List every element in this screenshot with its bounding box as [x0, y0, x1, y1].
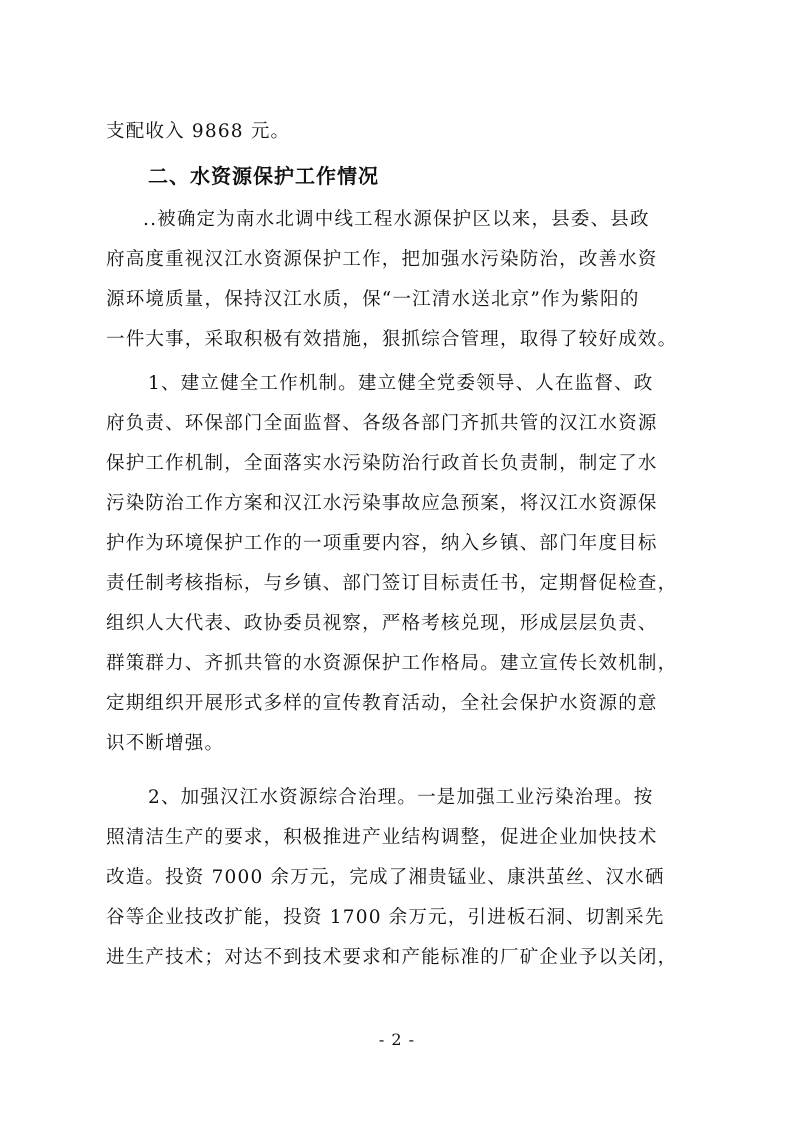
- text-line: 府高度重视汉江水资源保护工作，把加强水污染防治，改善水资: [106, 249, 658, 270]
- section-heading: 二、水资源保护工作情况: [148, 164, 379, 188]
- intro-paragraph: [106, 200, 696, 360]
- text-line: 照清洁生产的要求，积极推进产业结构调整，促进企业加快技术: [106, 827, 658, 848]
- text-line: 责任制考核指标，与乡镇、部门签订目标责任书，定期督促检查，: [106, 573, 678, 594]
- text-line: 1、建立健全工作机制。建立健全党委领导、人在监督、政: [148, 373, 654, 394]
- text-line: 改造。投资 7000 余万元，完成了湘贵锰业、康洪茧丝、汉水硒: [106, 867, 665, 888]
- text-line: 进生产技术；对达不到技术要求和产能标准的厂矿企业予以关闭，: [106, 947, 678, 968]
- text-line: 保护工作机制，全面落实水污染防治行政首长负责制，制定了水: [106, 453, 658, 474]
- text-line: 护作为环境保护工作的一项重要内容，纳入乡镇、部门年度目标: [106, 533, 658, 554]
- text-line: 2、加强汉江水资源综合治理。一是加强工业污染治理。按: [148, 787, 654, 808]
- text-line: 谷等企业技改扩能，投资 1700 余万元，引进板石洞、切割采先: [106, 907, 665, 928]
- text-line: 源环境质量，保持汉江水质，保“一江清水送北京”作为紫阳的: [106, 289, 640, 310]
- page-number: - 2 -: [378, 1030, 416, 1049]
- text-line: 污染防治工作方案和汉江水污染事故应急预案，将汉江水资源保: [106, 493, 658, 514]
- paragraph-2: [106, 778, 696, 978]
- text-line: 群策群力、齐抓共管的水资源保护工作格局。建立宣传长效机制，: [106, 653, 678, 674]
- first-line-block: [106, 112, 696, 152]
- text-line: 组织人大代表、政协委员视察，严格考核兑现，形成层层负责、: [106, 613, 658, 634]
- text-line: 识不断增强。: [106, 733, 225, 754]
- text-line: 支配收入 9868 元。: [106, 121, 291, 142]
- text-line: 定期组织开展形式多样的宣传教育活动，全社会保护水资源的意: [106, 693, 658, 714]
- text-line: 府负责、环保部门全面监督、各级各部门齐抓共管的汉江水资源: [106, 413, 658, 434]
- paragraph-1: [106, 364, 696, 764]
- text-line: ..被确定为南水北调中线工程水源保护区以来，县委、县政: [143, 209, 650, 230]
- text-line: 一件大事，采取积极有效措施，狠抓综合管理，取得了较好成效。: [106, 329, 678, 350]
